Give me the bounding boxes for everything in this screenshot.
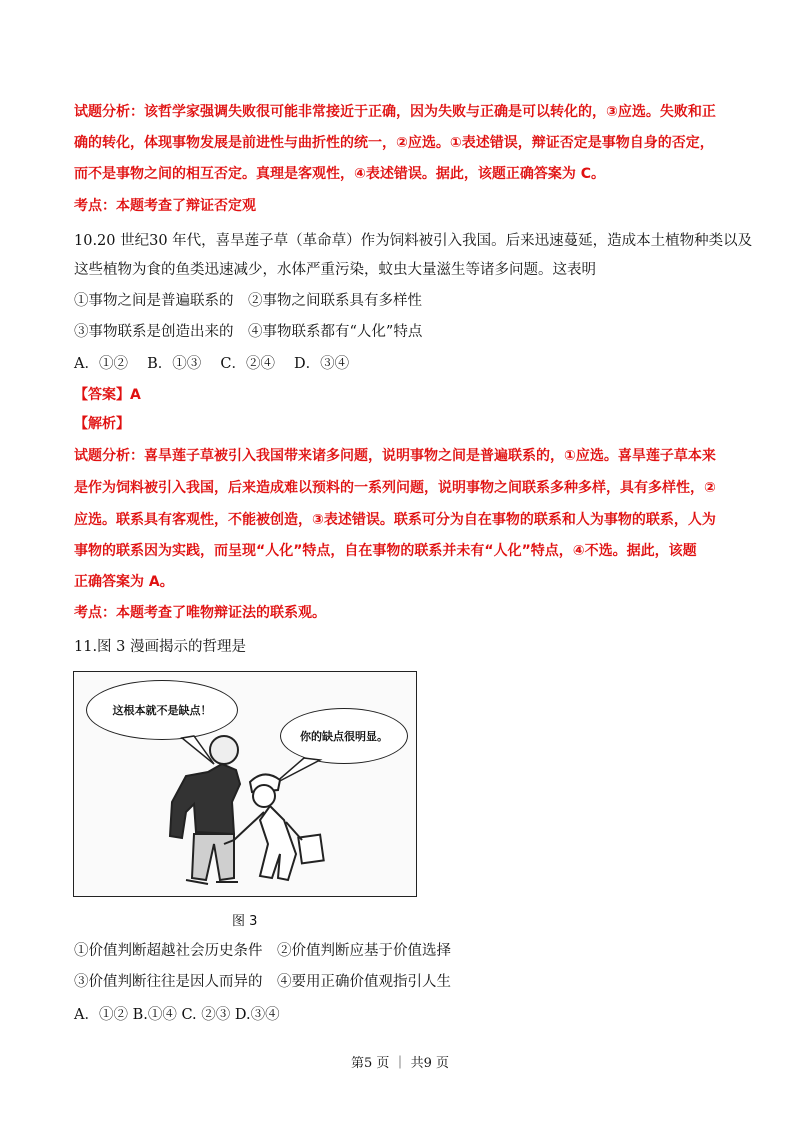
q9-analysis-line-3: 而不是事物之间的相互否定。真理是客观性，④表述错误。据此，该题正确答案为 C。: [74, 166, 605, 182]
speech-bubble-right: 你的缺点很明显。: [280, 708, 408, 764]
q10-choices: A．①② B．①③ C．②④ D．③④: [74, 356, 350, 372]
q10-options-line-2: ③事物联系是创造出来的 ④事物联系都有“人化”特点: [74, 324, 423, 340]
q11-options-line-2: ③价值判断往往是因人而异的 ④要用正确价值观指引人生: [74, 974, 451, 990]
q10-kaodian: 考点：本题考查了唯物辩证法的联系观。: [74, 605, 326, 621]
figure-caption: 图 3: [232, 914, 258, 929]
q10-answer: 【答案】A: [74, 387, 141, 403]
q10-analysis-line-2: 是作为饲料被引入我国，后来造成难以预料的一系列问题，说明事物之间联系多种多样，具有多样性，②: [74, 480, 716, 496]
speech-bubble-left: 这根本就不是缺点！: [86, 680, 238, 740]
cartoon-figure: [73, 671, 417, 897]
q9-analysis-line-1: 试题分析：该哲学家强调失败很可能非常接近于正确，因为失败与正确是可以转化的，③应选。失败和正: [74, 104, 716, 120]
q10-analysis-line-1: 试题分析：喜旱莲子草被引入我国带来诸多问题，说明事物之间是普遍联系的，①应选。喜旱莲子草本来: [74, 448, 716, 464]
q9-kaodian: 考点：本题考查了辩证否定观: [74, 198, 256, 214]
q11-stem: 11.图 3 漫画揭示的哲理是: [74, 639, 247, 655]
q10-analysis-line-5: 正确答案为 A。: [74, 574, 174, 590]
page-footer: 第5 页 ｜ 共9 页: [350, 1056, 450, 1071]
q10-stem-line-1: 10.20 世纪30 年代，喜旱莲子草（革命草）作为饲料被引入我国。后来迅速蔓延，造成本土植物种类以及: [74, 233, 753, 249]
q11-options-line-1: ①价值判断超越社会历史条件 ②价值判断应基于价值选择: [74, 943, 451, 959]
q10-analysis-line-3: 应选。联系具有客观性，不能被创造，③表述错误。联系可分为自在事物的联系和人为事物的联系，人为: [74, 512, 716, 528]
cartoon-drawing: [74, 672, 416, 896]
man-figure: [170, 736, 240, 884]
q11-choices: A．①② B.①④ C. ②③ D.③④: [74, 1007, 280, 1023]
q10-options-line-1: ①事物之间是普遍联系的 ②事物之间联系具有多样性: [74, 293, 422, 309]
q10-jiexi-heading: 【解析】: [74, 416, 130, 432]
q10-analysis-line-4: 事物的联系因为实践，而呈现“人化”特点，自在事物的联系并未有“人化”特点，④不选。据此，该题: [74, 543, 697, 559]
doctor-figure: [224, 774, 324, 880]
q10-stem-line-2: 这些植物为食的鱼类迅速减少，水体严重污染，蚊虫大量滋生等诸多问题。这表明: [74, 262, 596, 278]
q9-analysis-line-2: 确的转化，体现事物发展是前进性与曲折性的统一，②应选。①表述错误，辩证否定是事物自身的否定，: [74, 135, 714, 151]
